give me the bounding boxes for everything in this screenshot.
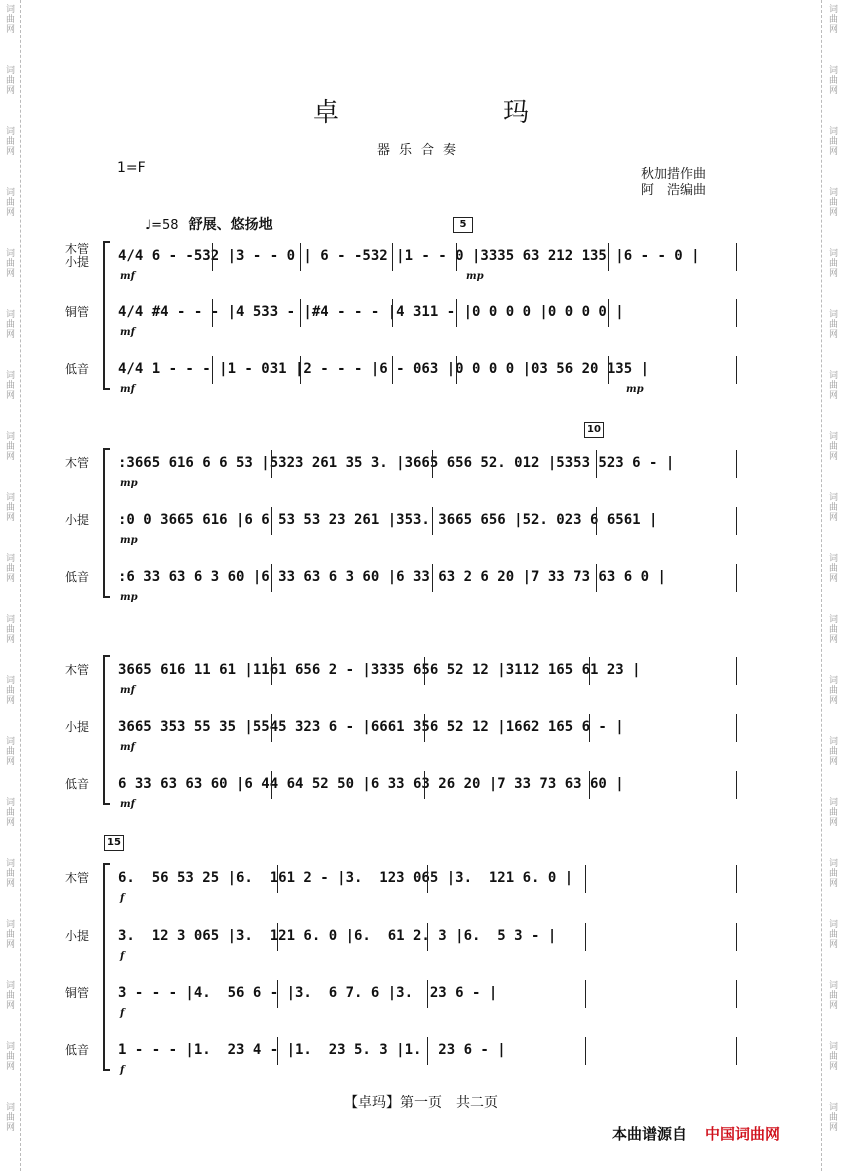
barline bbox=[456, 299, 457, 327]
watermark-text: 词曲网 bbox=[4, 736, 14, 766]
watermark-text: 词曲网 bbox=[4, 492, 14, 522]
dynamic-mark: mf bbox=[120, 742, 135, 753]
instrument-label: 铜管 bbox=[64, 986, 89, 1000]
barline bbox=[277, 980, 278, 1008]
dynamic-mark: mf bbox=[120, 327, 135, 338]
watermark-text: 词曲网 bbox=[4, 65, 14, 95]
dynamic-mark: mp bbox=[626, 384, 644, 395]
watermark-text: 词曲网 bbox=[4, 858, 14, 888]
notation-line: 4/4 1 - - - |1 - 031 |2 - - - |6 - 063 |0 0 0 0 |03 56 20 135 | bbox=[118, 361, 650, 377]
barline bbox=[589, 714, 590, 742]
barline bbox=[736, 1037, 737, 1065]
watermark-text: 词曲网 bbox=[827, 919, 837, 949]
watermark-text: 词曲网 bbox=[827, 553, 837, 583]
watermark-text: 词曲网 bbox=[827, 370, 837, 400]
instrument-label: 木管 bbox=[64, 456, 89, 470]
watermark-text: 词曲网 bbox=[827, 248, 837, 278]
dynamic-mark: mf bbox=[120, 799, 135, 810]
barline bbox=[424, 771, 425, 799]
barline bbox=[456, 356, 457, 384]
watermark-text: 词曲网 bbox=[4, 248, 14, 278]
page-footer: 【卓玛】第一页 共二页 bbox=[344, 1095, 498, 1111]
watermark-text: 词曲网 bbox=[4, 980, 14, 1010]
system-brace bbox=[103, 863, 110, 1071]
system-brace bbox=[103, 448, 110, 598]
barline bbox=[736, 450, 737, 478]
watermark-text: 词曲网 bbox=[827, 126, 837, 156]
dynamic-mark: f bbox=[120, 1065, 125, 1076]
watermark-text: 词曲网 bbox=[4, 919, 14, 949]
system-brace bbox=[103, 655, 110, 805]
barline bbox=[736, 657, 737, 685]
watermark-text: 词曲网 bbox=[4, 370, 14, 400]
dynamic-mark: f bbox=[120, 951, 125, 962]
instrument-label: 低音 bbox=[64, 1043, 89, 1057]
barline bbox=[589, 771, 590, 799]
watermark-text: 词曲网 bbox=[4, 797, 14, 827]
barline bbox=[456, 243, 457, 271]
barline bbox=[608, 299, 609, 327]
barline bbox=[271, 714, 272, 742]
barline bbox=[585, 980, 586, 1008]
score-title bbox=[0, 92, 842, 129]
watermark-text: 词曲网 bbox=[827, 492, 837, 522]
watermark-text: 词曲网 bbox=[827, 1102, 837, 1132]
arranger-credit: 阿 浩编曲 bbox=[641, 183, 707, 198]
notation-line: 6. 56 53 25 |6. 161 2 - |3. 123 065 |3. 121 6. 0 | bbox=[118, 870, 574, 886]
dynamic-mark: mf bbox=[120, 271, 135, 282]
instrument-label: 木管 bbox=[64, 663, 89, 677]
notation-line: 3 - - - |4. 56 6 - |3. 6 7. 6 |3. 23 6 - | bbox=[118, 985, 498, 1001]
watermark-text: 词曲网 bbox=[827, 675, 837, 705]
barline bbox=[427, 1037, 428, 1065]
barline bbox=[392, 243, 393, 271]
barline bbox=[212, 356, 213, 384]
watermark-text: 词曲网 bbox=[827, 309, 837, 339]
barline bbox=[736, 356, 737, 384]
watermark-text: 词曲网 bbox=[4, 4, 14, 34]
barline bbox=[300, 243, 301, 271]
instrument-label: 低音 bbox=[64, 570, 89, 584]
instrument-label: 小提 bbox=[64, 929, 89, 943]
watermark-text: 词曲网 bbox=[4, 1041, 14, 1071]
notation-line: 1 - - - |1. 23 4 - |1. 23 5. 3 |1. 23 6 - | bbox=[118, 1042, 506, 1058]
barline bbox=[271, 657, 272, 685]
watermark-text: 词曲网 bbox=[4, 126, 14, 156]
notation-line: 6 33 63 63 60 |6 44 64 52 50 |6 33 63 26 20 |7 33 73 63 60 | bbox=[118, 776, 624, 792]
barline bbox=[736, 923, 737, 951]
watermark-text: 词曲网 bbox=[827, 614, 837, 644]
watermark-text: 词曲网 bbox=[4, 614, 14, 644]
barline bbox=[596, 450, 597, 478]
watermark-text: 词曲网 bbox=[4, 431, 14, 461]
measure-number-15: 15 bbox=[104, 835, 124, 851]
barline bbox=[585, 1037, 586, 1065]
measure-number-10: 10 bbox=[584, 422, 604, 438]
barline bbox=[271, 450, 272, 478]
barline bbox=[736, 243, 737, 271]
title-char-2: 玛 bbox=[502, 98, 529, 128]
barline bbox=[427, 980, 428, 1008]
watermark-text: 词曲网 bbox=[827, 65, 837, 95]
barline bbox=[300, 356, 301, 384]
watermark-text: 词曲网 bbox=[827, 1041, 837, 1071]
barline bbox=[212, 243, 213, 271]
barline bbox=[608, 243, 609, 271]
watermark-text: 词曲网 bbox=[827, 187, 837, 217]
instrument-label: 小提 bbox=[64, 720, 89, 734]
barline bbox=[432, 564, 433, 592]
dynamic-mark: mp bbox=[120, 535, 138, 546]
barline bbox=[424, 657, 425, 685]
barline bbox=[596, 507, 597, 535]
subtitle: 器乐合奏 bbox=[376, 143, 465, 158]
notation-line: 3. 12 3 065 |3. 121 6. 0 |6. 61 2. 3 |6. 5 3 - | bbox=[118, 928, 557, 944]
barline bbox=[432, 507, 433, 535]
composer-credit: 秋加措作曲 bbox=[641, 167, 707, 182]
barline bbox=[608, 356, 609, 384]
barline bbox=[432, 450, 433, 478]
barline bbox=[392, 299, 393, 327]
notation-line: :6 33 63 6 3 60 |6 33 63 6 3 60 |6 33 63 2 6 20 |7 33 73 63 6 0 | bbox=[118, 569, 666, 585]
barline bbox=[277, 923, 278, 951]
barline bbox=[736, 564, 737, 592]
source-label: 本曲谱源自 bbox=[612, 1125, 688, 1143]
barline bbox=[212, 299, 213, 327]
barline bbox=[736, 980, 737, 1008]
instrument-label: 小提 bbox=[64, 513, 89, 527]
barline bbox=[736, 771, 737, 799]
watermark-text: 词曲网 bbox=[827, 797, 837, 827]
dynamic-mark: f bbox=[120, 1008, 125, 1019]
source-site: 中国词曲网 bbox=[705, 1125, 781, 1143]
watermark-text: 词曲网 bbox=[4, 309, 14, 339]
watermark-text: 词曲网 bbox=[4, 675, 14, 705]
notation-line: 3665 616 11 61 |1161 656 2 - |3335 656 52 12 |3112 165 61 23 | bbox=[118, 662, 641, 678]
tempo-value: ♩=58 bbox=[145, 218, 179, 233]
watermark-text: 词曲网 bbox=[4, 553, 14, 583]
watermark-text: 词曲网 bbox=[4, 1102, 14, 1132]
barline bbox=[585, 923, 586, 951]
notation-line: 4/4 6 - -532 |3 - - 0 | 6 - -532 |1 - - 0 |3335 63 212 135 |6 - - 0 | bbox=[118, 248, 700, 264]
barline bbox=[392, 356, 393, 384]
watermark-text: 词曲网 bbox=[4, 187, 14, 217]
notation-line: 4/4 #4 - - - |4 533 - |#4 - - - |4 311 - |0 0 0 0 |0 0 0 0 | bbox=[118, 304, 624, 320]
barline bbox=[271, 564, 272, 592]
barline bbox=[424, 714, 425, 742]
barline bbox=[271, 771, 272, 799]
dynamic-mark: mp bbox=[466, 271, 484, 282]
barline bbox=[277, 1037, 278, 1065]
dynamic-mark: mp bbox=[120, 592, 138, 603]
barline bbox=[736, 714, 737, 742]
watermark-text: 词曲网 bbox=[827, 4, 837, 34]
dynamic-mark: mf bbox=[120, 384, 135, 395]
barline bbox=[736, 865, 737, 893]
barline bbox=[300, 299, 301, 327]
watermark-text: 词曲网 bbox=[827, 858, 837, 888]
barline bbox=[589, 657, 590, 685]
system-brace bbox=[103, 241, 110, 390]
key-signature: 1=F bbox=[117, 160, 146, 176]
instrument-label: 低音 bbox=[64, 777, 89, 791]
barline bbox=[427, 865, 428, 893]
barline bbox=[736, 299, 737, 327]
watermark-text: 词曲网 bbox=[827, 736, 837, 766]
barline bbox=[427, 923, 428, 951]
measure-number-5: 5 bbox=[453, 217, 473, 233]
watermark-text: 词曲网 bbox=[827, 980, 837, 1010]
watermark-text: 词曲网 bbox=[827, 431, 837, 461]
barline bbox=[277, 865, 278, 893]
instrument-label: 低音 bbox=[64, 362, 89, 376]
barline bbox=[585, 865, 586, 893]
source-credit bbox=[612, 1123, 780, 1144]
expression-text: 舒展、悠扬地 bbox=[188, 217, 273, 233]
notation-line: :0 0 3665 616 |6 6 53 53 23 261 |353. 3665 656 |52. 023 6 6561 | bbox=[118, 512, 658, 528]
instrument-label: 铜管 bbox=[64, 305, 89, 319]
notation-line: :3665 616 6 6 53 |5323 261 35 3. |3665 656 52. 012 |5353 523 6 - | bbox=[118, 455, 675, 471]
dynamic-mark: f bbox=[120, 893, 125, 904]
barline bbox=[271, 507, 272, 535]
dynamic-mark: mp bbox=[120, 478, 138, 489]
dynamic-mark: mf bbox=[120, 685, 135, 696]
tempo-marking bbox=[145, 214, 273, 234]
notation-line: 3665 353 55 35 |5545 323 6 - |6661 356 52 12 |1662 165 6 - | bbox=[118, 719, 624, 735]
instrument-label: 木管 小提 bbox=[64, 242, 89, 269]
barline bbox=[736, 507, 737, 535]
barline bbox=[596, 564, 597, 592]
title-char-1: 卓 bbox=[312, 98, 339, 128]
instrument-label: 木管 bbox=[64, 871, 89, 885]
